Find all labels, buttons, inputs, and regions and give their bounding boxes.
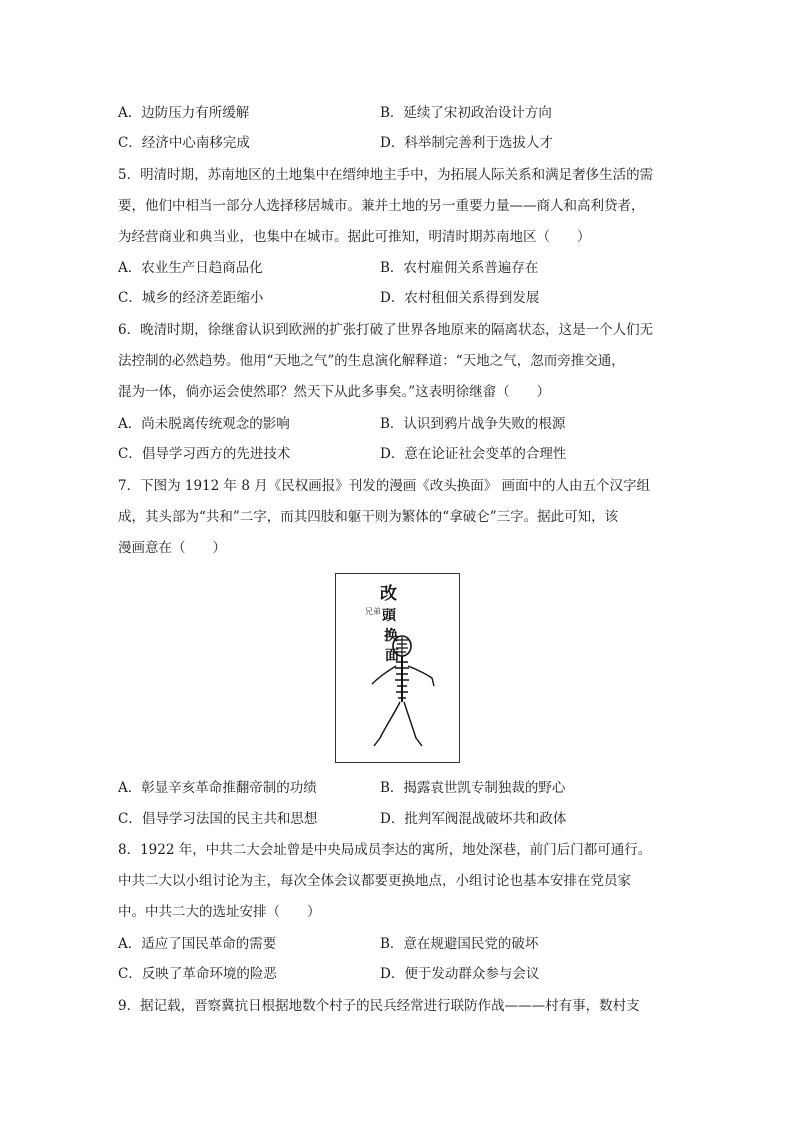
q4-option-b[interactable]: B．延续了宋初政治设计方向 bbox=[380, 105, 552, 121]
cartoon-left-leg bbox=[374, 702, 400, 746]
q8-stem-line-3: 中。中共二大的选址安排（ ） bbox=[118, 904, 321, 920]
q7-option-a[interactable]: A．彰显辛亥革命推翻帝制的功绩 bbox=[118, 780, 317, 796]
q7-option-b[interactable]: B．揭露袁世凯专制独裁的野心 bbox=[380, 780, 566, 796]
q7-option-d[interactable]: D．批判军阀混战破坏共和政体 bbox=[380, 811, 567, 827]
q8-option-b[interactable]: B．意在规避国民党的破坏 bbox=[380, 936, 539, 952]
q4-option-row-1 bbox=[118, 103, 678, 123]
q7-stem-line-1: 7．下图为 1912 年 8 月《民权画报》刊发的漫画《改头换面》 画面中的人由五个汉字组 bbox=[118, 478, 650, 494]
q9-stem-line-1: 9．据记载，晋察冀抗日根据地数个村子的民兵经常进行联防作战———村有事，数村支 bbox=[118, 998, 640, 1014]
q6-stem-line-3: 混为一体，倘亦运会使然耶？然天下从此多事矣。”这表明徐继畲（ ） bbox=[118, 384, 551, 400]
q5-option-d[interactable]: D．农村租佃关系得到发展 bbox=[380, 290, 540, 306]
q5-stem-line-2: 要，他们中相当一部分人选择移居城市。兼并土地的另一重要力量——商人和高利贷者， bbox=[118, 198, 645, 214]
q7-option-row-2 bbox=[118, 809, 678, 829]
q8-option-a[interactable]: A．适应了国民革命的需要 bbox=[118, 936, 277, 952]
q6-option-b[interactable]: B．认识到鸦片战争失败的根源 bbox=[380, 416, 566, 432]
q8-option-row-1 bbox=[118, 934, 678, 954]
q8-stem-line-2: 中共二大以小组讨论为主，每次全体会议都要更换地点，小组讨论也基本安排在党员家 bbox=[118, 873, 631, 889]
q6-option-d[interactable]: D．意在论证社会变革的合理性 bbox=[380, 446, 567, 462]
q6-option-row-2 bbox=[118, 444, 678, 464]
cartoon-drawing bbox=[336, 574, 459, 762]
q8-option-d[interactable]: D．便于发动群众参与会议 bbox=[380, 966, 540, 982]
cartoon-title-char-1: 改 bbox=[380, 584, 397, 604]
q4-option-a[interactable]: A．边防压力有所缓解 bbox=[118, 105, 250, 121]
cartoon-title-char-4: 面 bbox=[385, 648, 399, 664]
q5-stem-line-1: 5．明清时期，苏南地区的土地集中在缙绅地主手中，为拓展人际关系和满足奢侈生活的需 bbox=[118, 167, 654, 183]
q7-stem-line-2: 成，其头部为“共和”二字，而其四肢和躯干则为繁体的“拿破仑”三字。据此可知，该 bbox=[118, 509, 619, 525]
q5-option-c[interactable]: C．城乡的经济差距缩小 bbox=[118, 290, 264, 306]
cartoon-title-char-2: 頭 bbox=[382, 608, 396, 624]
q7-option-c[interactable]: C．倡导学习法国的民主共和思想 bbox=[118, 811, 318, 827]
q8-option-row-2 bbox=[118, 964, 678, 984]
q8-stem-line-1: 8．1922 年，中共二大会址曾是中央局成员李达的寓所，地处深巷，前门后门都可通行。 bbox=[118, 842, 652, 858]
q4-option-row-2 bbox=[118, 133, 678, 153]
q4-option-d[interactable]: D．科举制完善利于选拔人才 bbox=[380, 135, 553, 151]
q6-option-row-1 bbox=[118, 414, 678, 434]
q5-stem-line-3: 为经营商业和典当业，也集中在城市。据此可推知，明清时期苏南地区（ ） bbox=[118, 229, 591, 245]
q7-stem-line-3: 漫画意在（ ） bbox=[118, 540, 226, 556]
q7-option-row-1 bbox=[118, 778, 678, 798]
q6-stem-line-2: 法控制的必然趋势。他用“天地之气”的生息演化解释道：“天地之气，忽而旁推交通， bbox=[118, 353, 625, 369]
cartoon-title-char-3: 换 bbox=[384, 628, 398, 644]
q5-option-b[interactable]: B．农村雇佣关系普遍存在 bbox=[380, 260, 539, 276]
q5-option-row-2 bbox=[118, 288, 678, 308]
q6-stem-line-1: 6．晚清时期，徐继畲认识到欧洲的扩张打破了世界各地原来的隔离状态，这是一个人们无 bbox=[118, 322, 654, 338]
cartoon-right-leg bbox=[404, 702, 422, 746]
q8-option-c[interactable]: C．反映了革命环境的险恶 bbox=[118, 966, 277, 982]
q5-option-a[interactable]: A．农业生产日趋商品化 bbox=[118, 260, 263, 276]
cartoon-left-arm bbox=[372, 666, 396, 684]
q6-option-c[interactable]: C．倡导学习西方的先进技术 bbox=[118, 446, 291, 462]
q5-option-row-1 bbox=[118, 258, 678, 278]
q6-option-a[interactable]: A．尚未脱离传统观念的影响 bbox=[118, 416, 290, 432]
q4-option-c[interactable]: C．经济中心南移完成 bbox=[118, 135, 250, 151]
cartoon-right-arm bbox=[408, 666, 434, 686]
cartoon-head bbox=[393, 636, 411, 656]
cartoon-signature: 兄弟 bbox=[365, 607, 381, 616]
cartoon-figure bbox=[335, 573, 460, 763]
